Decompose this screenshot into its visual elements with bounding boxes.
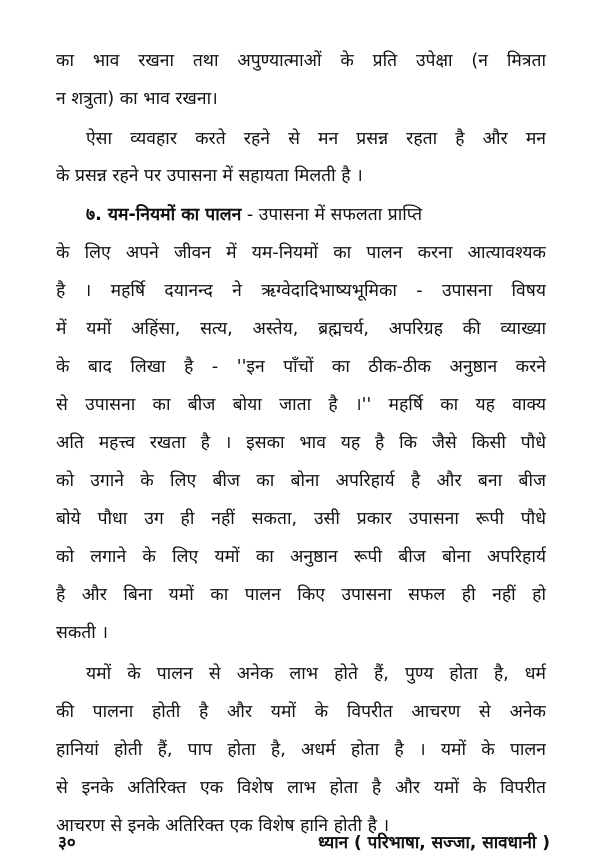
section-heading: ७. यम-नियमों का पालन [86, 205, 242, 225]
text-line: हानियां होती हैं, पाप होता है, अधर्म होता है । यमों के पालन [56, 740, 546, 760]
text-line: से उपासना का बीज बोया जाता है ।'' महर्षि का यह वाक्य [56, 395, 546, 415]
text-line: अति महत्त्व रखता है । इसका भाव यह है कि जैसे किसी पौधे [56, 433, 546, 453]
text-line: बोये पौधा उग ही नहीं सकता, उसी प्रकार उपासना रूपी पौधे [56, 509, 546, 529]
text-line: से इनके अतिरिक्त एक विशेष लाभ होता है और यमों के विपरीत [56, 778, 546, 798]
text-line: के बाद लिखा है - ''इन पाँचों का ठीक-ठीक अनुष्ठान करने [56, 357, 546, 377]
text-line: के लिए अपने जीवन में यम-नियमों का पालन करना आत्यावश्यक [56, 243, 546, 263]
text-line: यमों के पालन से अनेक लाभ होते हैं, पुण्य होता है, धर्म [86, 664, 546, 684]
page-footer [50, 830, 550, 864]
text-line: को उगाने के लिए बीज का बोना अपरिहार्य है और बना बीज [56, 471, 546, 491]
text-line: आचरण से इनके अतिरिक्त एक विशेष हानि होती है । [56, 816, 390, 836]
text-line: है और बिना यमों का पालन किए उपासना सफल ही नहीं हो [56, 585, 546, 605]
text-line: में यमों अहिंसा, सत्य, अस्तेय, ब्रह्मचर्य, अपरिग्रह की व्याख्या [56, 319, 546, 339]
text-line: को लगाने के लिए यमों का अनुष्ठान रूपी बीज बोना अपरिहार्य [56, 547, 546, 567]
text-line: के प्रसन्न रहने पर उपासना में सहायता मिलती है । [56, 166, 363, 186]
text-line: न शत्रुता) का भाव रखना। [56, 89, 218, 109]
section-heading-continuation: - उपासना में सफलता प्राप्ति [246, 205, 423, 225]
text-line: की पालना होती है और यमों के विपरीत आचरण से अनेक [56, 702, 546, 722]
section-heading-line [86, 200, 546, 230]
running-title: ध्यान ( परिभाषा, सज्जा, सावधानी ) [317, 833, 550, 853]
page-number: ३० [58, 833, 76, 853]
text-line: ऐसा व्यवहार करते रहने से मन प्रसन्न रहता है और मन [86, 129, 546, 149]
text-line: का भाव रखना तथा अपुण्यात्माओं के प्रति उपेक्षा (न मित्रता [56, 51, 546, 71]
text-line: सकती । [56, 623, 108, 643]
text-line: है । महर्षि दयानन्द ने ऋग्वेदादिभाष्यभूमिका - उपासना विषय [56, 281, 546, 301]
